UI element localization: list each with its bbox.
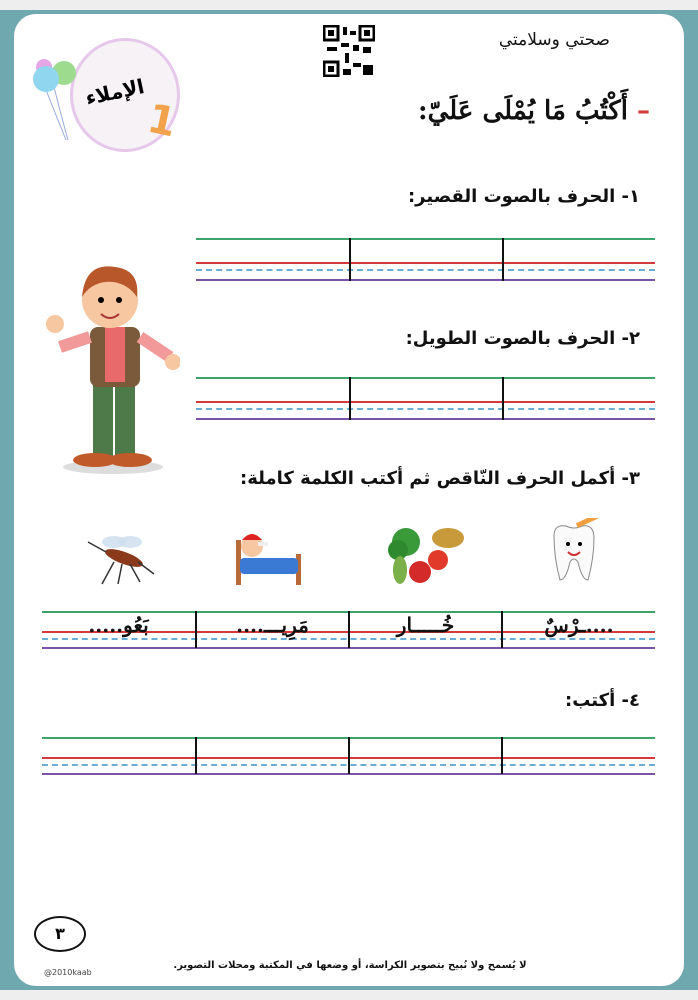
section-2-label: ٢- الحرف بالصوت الطويل:	[405, 328, 640, 349]
writing-lines-4[interactable]	[42, 737, 655, 777]
worksheet-page	[14, 14, 684, 986]
tooth-picture	[548, 518, 600, 584]
word-4: بَعُو.....	[88, 613, 149, 637]
qr-code	[323, 25, 375, 77]
mosquito-picture	[84, 528, 156, 586]
writing-lines-3[interactable]	[42, 611, 655, 651]
balloons-icon	[26, 55, 86, 145]
badge-number: 1	[143, 95, 181, 147]
top-strip	[0, 0, 698, 10]
boy-illustration	[45, 262, 180, 477]
sick-child-picture	[232, 524, 307, 590]
word-2: خُـــــار	[396, 613, 455, 637]
bottom-strip	[0, 990, 698, 1000]
badge-label: الإملاء	[83, 74, 147, 110]
section-4-label: ٤- أكتب:	[565, 690, 640, 711]
page-number: ٣	[34, 916, 86, 952]
writing-lines-2[interactable]	[196, 377, 655, 421]
copyright-notice: لا يُسمح ولا نُبيح بتصوير الكراسة، أو وضعها في المكتبة ومحلات التصوير.	[173, 960, 527, 971]
instruction-text: أَكْتُبُ مَا يُمْلَى عَلَيّ:	[418, 96, 628, 126]
word-1: ....ـرْسٌ	[544, 613, 614, 637]
author-handle: @2010kaab	[44, 968, 92, 977]
unit-title: صحتي وسلامتي	[498, 30, 610, 50]
section-3-label: ٣- أكمل الحرف النّاقص ثم أكتب الكلمة كاملة:	[240, 468, 640, 489]
writing-lines-1[interactable]	[196, 238, 655, 282]
vegetables-picture	[386, 524, 466, 586]
word-3: مَرِيـــ....	[236, 613, 309, 637]
main-instruction: – أَكْتُبُ مَا يُمْلَى عَلَيّ:	[418, 96, 650, 126]
section-1-label: ١- الحرف بالصوت القصير:	[407, 186, 640, 207]
